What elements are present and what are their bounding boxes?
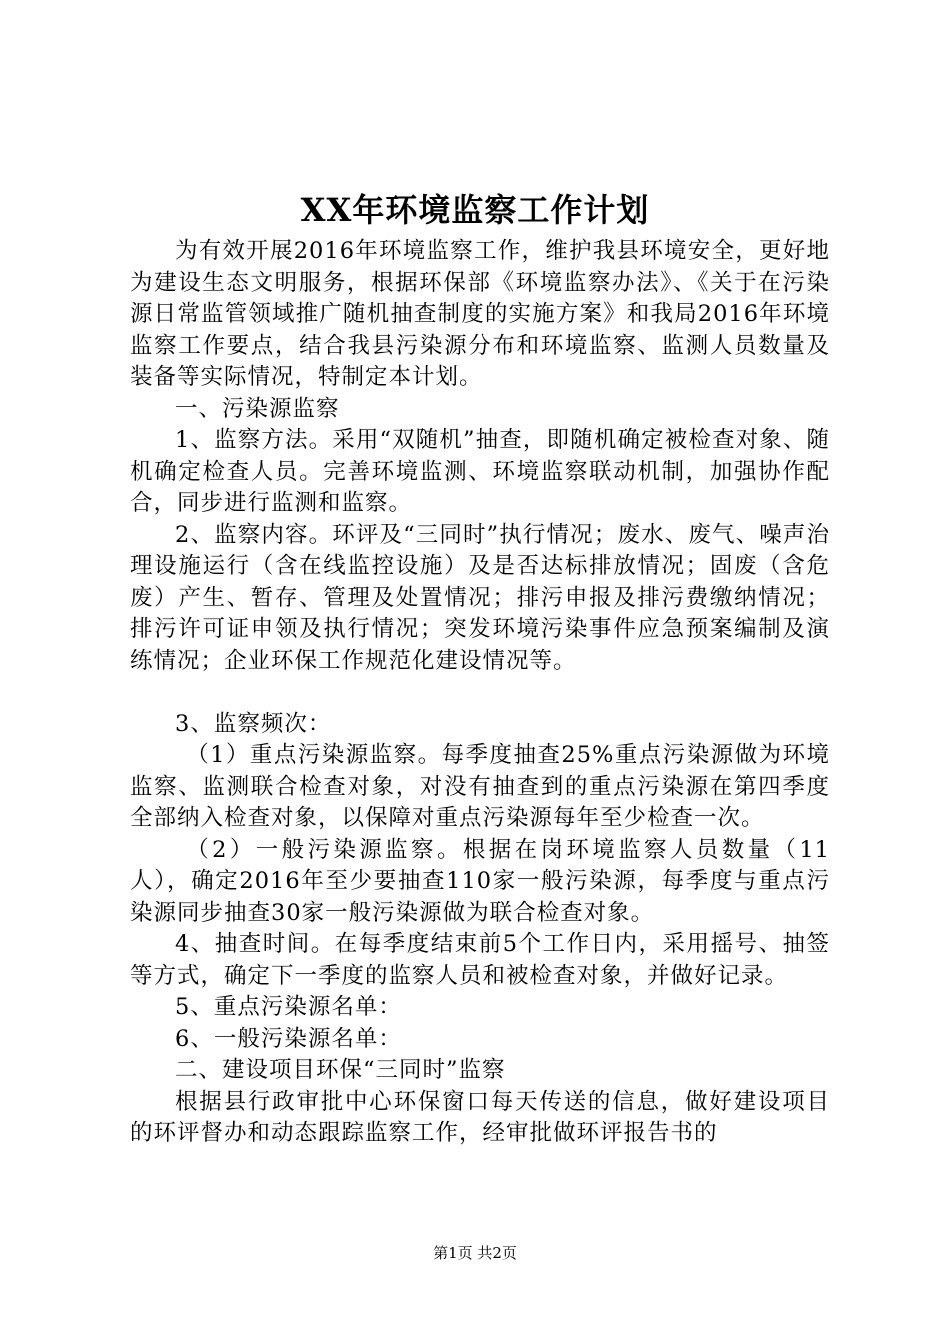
paragraph-key-source-list: 5、重点污染源名单： — [175, 994, 402, 1020]
paragraph-inspection-time: 4、抽查时间。在每季度结束前5个工作日内，采用摇号、抽签等方式，确定下一季度的监察人员和被检查对象，并做好记录。 — [130, 931, 830, 989]
paragraph-inspection-content: 2、监察内容。环评及“三同时”执行情况；废水、废气、噪声治理设施运行（含在线监控设施）及是否达标排放情况；固废（含危废）产生、暂存、管理及处置情况；排污申报及排污费缴纳情况；排污许可证申领及执行情况；突发环境污染事件应急预案编制及演练情况；企业环保工作规范化建设情况等。 — [130, 521, 830, 674]
section-heading-construction-projects: 二、建设项目环保“三同时”监察 — [175, 1057, 506, 1083]
page-number: 第1页 共2页 — [433, 1244, 517, 1262]
paragraph-inspection-method: 1、监察方法。采用“双随机”抽查，即随机确定被检查对象、随机确定检查人员。完善环境监测、环境监察联动机制，加强协作配合，同步进行监测和监察。 — [130, 427, 830, 516]
page-title: XX年环境监察工作计划 — [300, 191, 650, 229]
paragraph-general-source-inspection: （2）一般污染源监察。根据在岗环境监察人员数量（11人），确定2016年至少要抽查110家一般污染源，每季度与重点污染源同步抽查30家一般污染源做为联合检查对象。 — [130, 836, 830, 926]
paragraph-construction-projects: 根据县行政审批中心环保窗口每天传送的信息，做好建设项目的环评督办和动态跟踪监察工作，经审批做环评报告书的 — [130, 1088, 830, 1146]
intro-paragraph: 为有效开展2016年环境监察工作，维护我县环境安全，更好地为建设生态文明服务，根据环保部《环境监察办法》、《关于在污染源日常监管领域推广随机抽查制度的实施方案》和我局2016年环境监察工作要点，结合我县污染源分布和环境监察、监测人员数量及装备等实际情况，特制定本计划。 — [130, 238, 830, 390]
section-heading-pollution-source: 一、污染源监察 — [175, 395, 340, 422]
document-body — [130, 236, 830, 1150]
paragraph-general-source-list: 6、一般污染源名单： — [175, 1025, 402, 1052]
paragraph-inspection-frequency: 3、监察频次： — [175, 710, 332, 737]
paragraph-key-source-inspection: （1）重点污染源监察。每季度抽查25%重点污染源做为环境监察、监测联合检查对象，对没有抽查到的重点污染源在第四季度全部纳入检查对象，以保障对重点污染源每年至少检查一次。 — [130, 742, 830, 831]
